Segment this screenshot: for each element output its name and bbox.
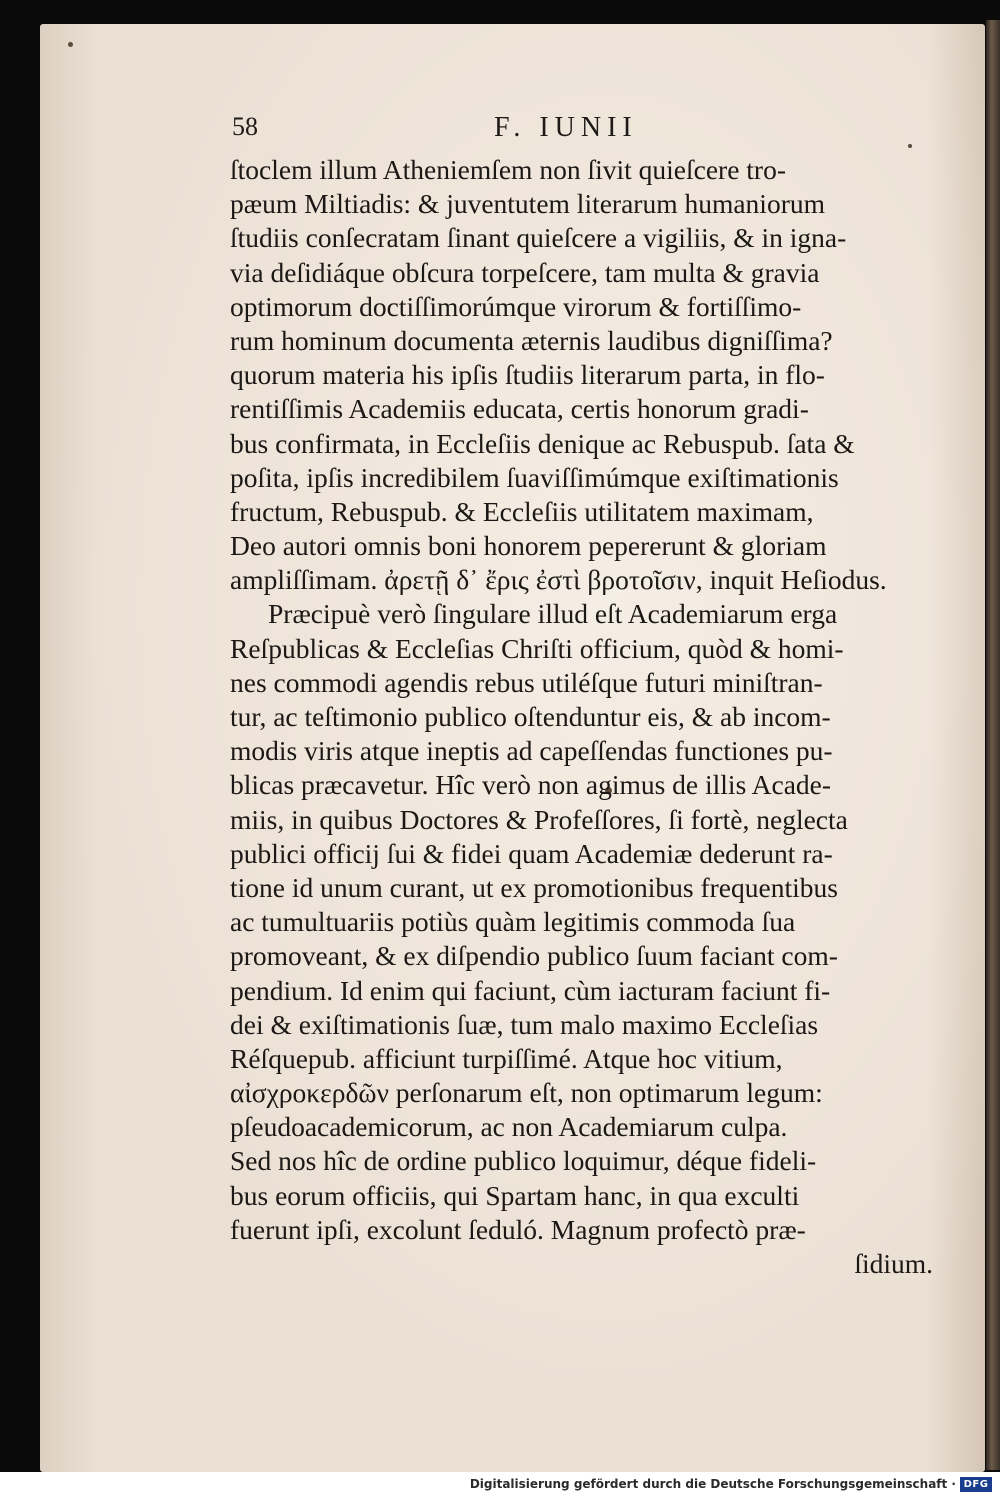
book-page-edge	[986, 20, 1000, 1470]
text-line: rum hominum documenta æternis laudibus digniſſima?	[230, 324, 833, 356]
running-head: F. IUNII	[494, 112, 638, 143]
text-line: tione id unum curant, ut ex promotionibus frequentibus	[230, 871, 838, 903]
text-line: pendium. Id enim qui faciunt, cùm iacturam faciunt fi-	[230, 974, 831, 1006]
text-line: fuerunt ipſi, excolunt ſeduló. Magnum profectò præ-	[230, 1213, 806, 1245]
body-text	[230, 153, 935, 1281]
text-line: via deſidiáque obſcura torpeſcere, tam multa & gravia	[230, 256, 820, 288]
text-line: bus eorum officiis, qui Spartam hanc, in qua exculti	[230, 1179, 800, 1211]
text-line: blicas præcavetur. Hîc verò non agimus de illis Acade-	[230, 769, 832, 801]
paragraph-start-line: Præcipuè verò ſingulare illud eſt Academiarum erga	[268, 598, 838, 630]
text-line: publici officij ſui & fidei quam Academiæ dederunt ra-	[230, 837, 833, 869]
text-line: optimorum doctiſſimorúmque virorum & fortiſſimo-	[230, 290, 802, 322]
text-line: Sed nos hîc de ordine publico loquimur, déque fideli-	[230, 1145, 817, 1177]
text-line: tur, ac teſtimonio publico oſtenduntur eis, & ab incom-	[230, 701, 831, 732]
text-line: Reſpublicas & Eccleſias Chriſti officium, quòd & homi-	[230, 632, 844, 664]
text-line: miis, in quibus Doctores & Profeſſores, ſi fortè, neglecta	[230, 803, 848, 835]
funding-credit: Digitalisierung gefördert durch die Deutsche Forschungsgemeinschaft ·	[469, 1477, 956, 1491]
dfg-logo-icon: DFG	[960, 1477, 992, 1492]
text-line: rentiſſimis Academiis educata, certis honorum gradi-	[230, 393, 809, 425]
page-header	[232, 112, 932, 152]
text-line: pæum Miltiadis: & juventutem literarum humaniorum	[230, 188, 825, 220]
text-line: ampliſſimam. ἀρετῇ δ᾽ ἔρις ἐστὶ βροτοῖσιν, inquit Heſiodus.	[230, 564, 887, 596]
text-line: Deo autori omnis boni honorem pepererunt & gloriam	[230, 530, 827, 562]
page-number: 58	[232, 112, 258, 141]
text-line: ſtoclem illum Atheniemſem non ſivit quieſcere tro-	[230, 154, 786, 185]
text-line: fructum, Rebuspub. & Eccleſiis utilitatem maximam,	[230, 495, 814, 527]
text-line: poſita, ipſis incredibilem ſuaviſſimúmque exiſtimationis	[230, 461, 839, 493]
text-line: ſtudiis conſecratam ſinant quieſcere a vigiliis, & in igna-	[230, 222, 847, 254]
text-line: quorum materia his ipſis ſtudiis literarum parta, in flo-	[230, 359, 825, 391]
text-line: αἰσχροκερδῶν perſonarum eſt, non optimarum legum:	[230, 1077, 823, 1109]
text-line: bus confirmata, in Eccleſiis denique ac Rebuspub. ſata &	[230, 427, 855, 459]
catchword: ſidium.	[854, 1248, 933, 1279]
paper-speck	[68, 42, 73, 47]
digitization-footer	[0, 1472, 1000, 1499]
text-line: modis viris atque ineptis ad capeſſendas functiones pu-	[230, 735, 833, 767]
text-line: Réſquepub. afficiunt turpiſſimé. Atque hoc vitium,	[230, 1042, 783, 1074]
text-line: pſeudoacademicorum, ac non Academiarum culpa.	[230, 1111, 788, 1143]
text-line: dei & exiſtimationis ſuæ, tum malo maximo Eccleſias	[230, 1008, 819, 1040]
text-line: ac tumultuariis potiùs quàm legitimis commoda ſua	[230, 906, 796, 938]
text-line: promoveant, & ex diſpendio publico ſuum faciant com-	[230, 940, 838, 972]
text-line: nes commodi agendis rebus utiléſque futuri miniſtran-	[230, 666, 823, 698]
